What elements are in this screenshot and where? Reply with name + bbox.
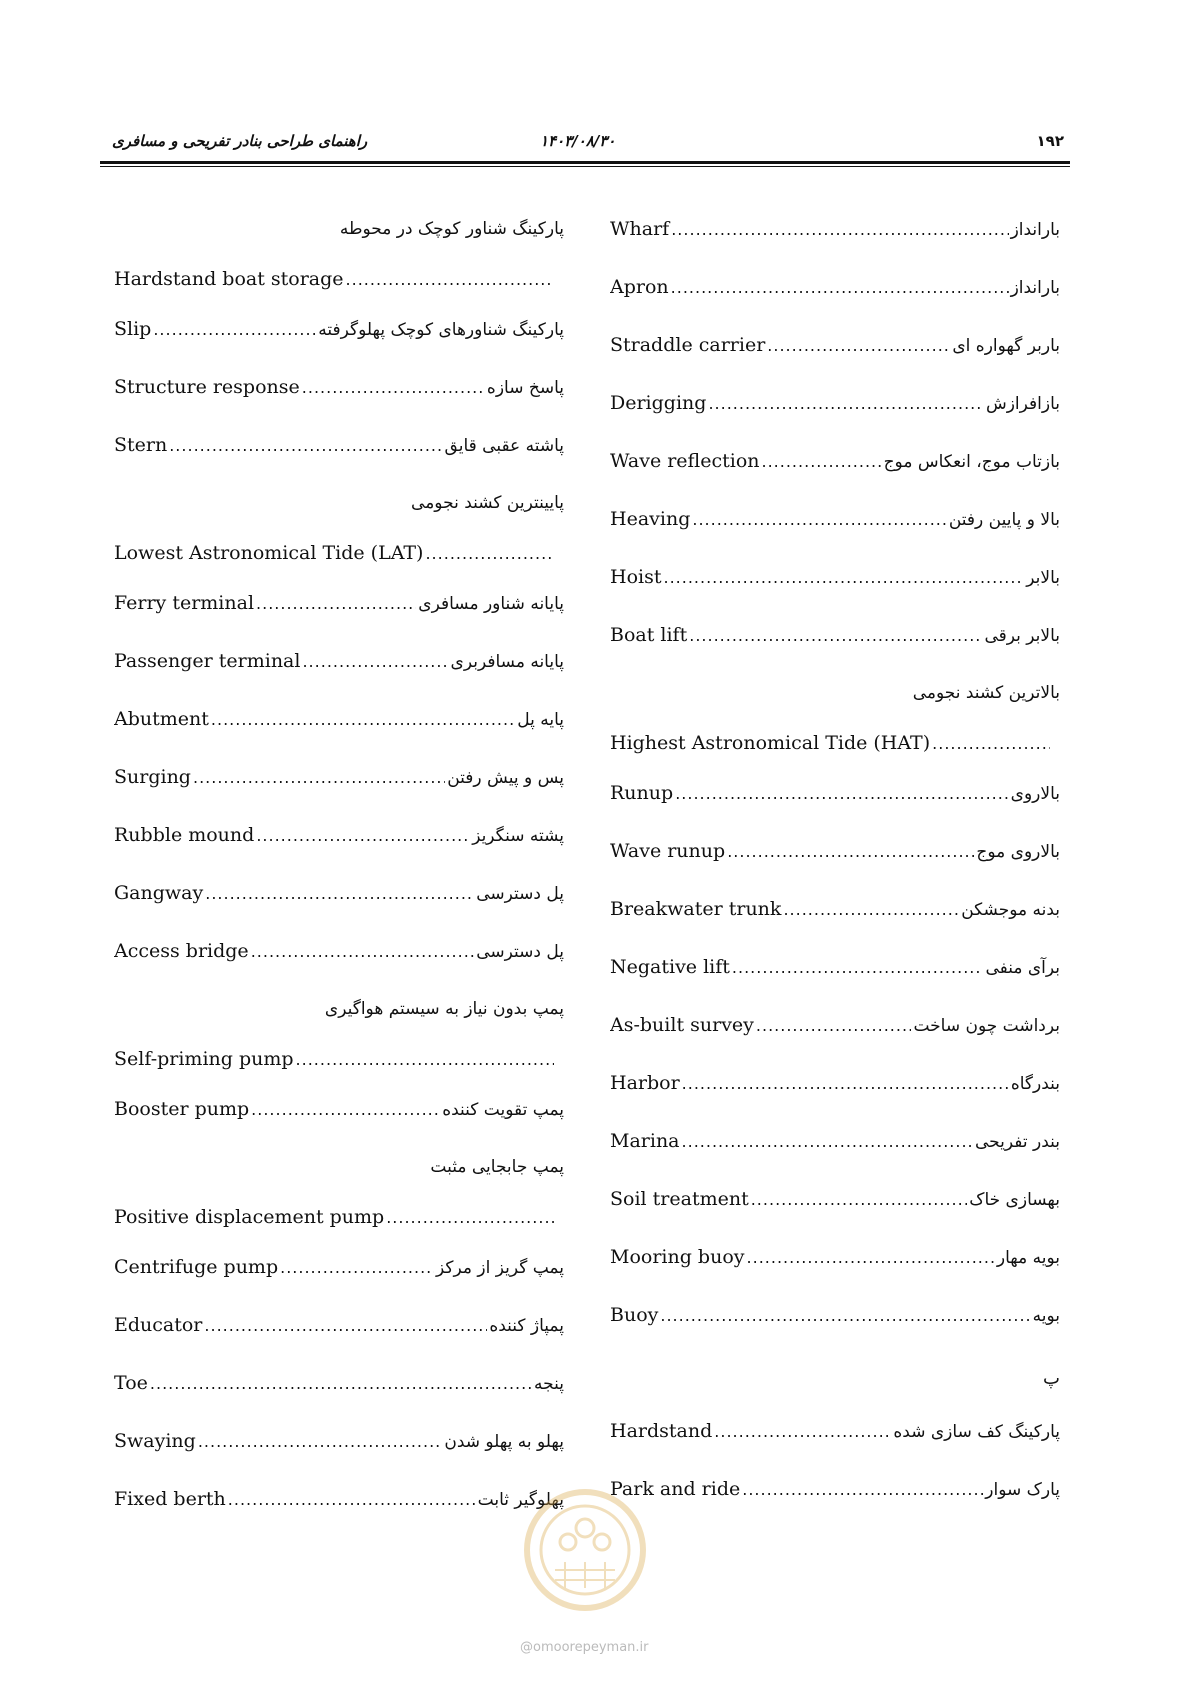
glossary-entry-english-line	[114, 262, 564, 312]
term-english: Buoy	[610, 1304, 659, 1326]
glossary-entry	[114, 1424, 564, 1482]
leader-dots	[671, 271, 1009, 305]
term-english: Straddle carrier	[610, 334, 766, 356]
term-persian: بالاروی	[1010, 784, 1060, 804]
term-persian-heading: پمپ جابجایی مثبت	[430, 1157, 564, 1177]
term-persian: بالابر برقی	[984, 626, 1060, 646]
term-english: Soil treatment	[610, 1188, 749, 1210]
leader-dots	[425, 537, 554, 571]
leader-dots	[714, 1415, 891, 1449]
term-persian: پایانه مسافربری	[450, 652, 564, 672]
term-persian: پمپاژ کننده	[489, 1316, 564, 1336]
glossary-entry	[610, 776, 1060, 834]
term-english: Wharf	[610, 218, 670, 240]
section-letter: پ	[1043, 1368, 1060, 1389]
leader-dots	[727, 835, 974, 869]
leader-dots	[205, 877, 474, 911]
term-english: Slip	[114, 318, 152, 340]
term-english: Gangway	[114, 882, 204, 904]
glossary-entry	[114, 1092, 564, 1150]
leader-dots	[751, 1183, 968, 1217]
term-persian: بهسازی خاک	[969, 1190, 1060, 1210]
term-persian: پارکینگ کف سازی شده	[893, 1422, 1060, 1442]
term-persian: پارک سوار	[985, 1480, 1060, 1500]
watermark-text: @omoorepeyman.ir	[520, 1640, 649, 1655]
term-english: Self-priming pump	[114, 1048, 294, 1070]
term-persian: پل دسترسی	[476, 942, 564, 962]
term-english: Access bridge	[114, 940, 249, 962]
term-persian-heading: پارکینگ شناور کوچک در محوطه	[339, 219, 564, 239]
leader-dots	[663, 561, 1024, 595]
term-persian: برآی منفی	[985, 958, 1060, 978]
leader-dots	[747, 1241, 995, 1275]
term-english: Stern	[114, 434, 168, 456]
glossary-entry	[610, 950, 1060, 1008]
term-english: Rubble mound	[114, 824, 255, 846]
leader-dots	[932, 727, 1050, 761]
leader-dots	[767, 329, 950, 363]
seal-logo-icon	[520, 1470, 650, 1620]
term-persian: بویه مهار	[996, 1248, 1060, 1268]
term-english: Mooring buoy	[610, 1246, 745, 1268]
term-persian: پمپ گریز از مرکز	[436, 1258, 564, 1278]
leader-dots	[153, 313, 316, 347]
header-rule-thick	[100, 161, 1070, 164]
term-persian: بندر تفریحی	[975, 1132, 1060, 1152]
term-english: Heaving	[610, 508, 691, 530]
term-english: Positive displacement pump	[114, 1206, 385, 1228]
leader-dots	[671, 213, 1008, 247]
glossary-entry	[610, 560, 1060, 618]
term-english: Wave reflection	[610, 450, 760, 472]
term-persian: پاسخ سازه	[486, 378, 564, 398]
term-english: Negative lift	[610, 956, 730, 978]
leader-dots	[204, 1309, 487, 1343]
term-persian: پاشته عقبی قایق	[444, 436, 564, 456]
term-english: Boat lift	[610, 624, 688, 646]
glossary-entry-english-line	[610, 726, 1060, 776]
leader-dots	[346, 263, 554, 297]
term-persian: پشته سنگریز	[472, 826, 564, 846]
term-persian: بندرگاه	[1010, 1074, 1060, 1094]
term-english: Swaying	[114, 1430, 196, 1452]
term-persian: بازتاب موج، انعکاس موج	[883, 452, 1060, 472]
term-english: Apron	[610, 276, 669, 298]
term-english: Educator	[114, 1314, 203, 1336]
term-persian: بارانداز	[1010, 278, 1060, 298]
leader-dots	[150, 1367, 532, 1401]
glossary-entry-english-line	[114, 1200, 564, 1250]
leader-dots	[708, 387, 984, 421]
leader-dots	[732, 951, 984, 985]
term-english: Breakwater trunk	[610, 898, 782, 920]
leader-dots	[682, 1067, 1009, 1101]
leader-dots	[660, 1299, 1030, 1333]
leader-dots	[762, 445, 882, 479]
term-english: Booster pump	[114, 1098, 250, 1120]
glossary-entry	[114, 818, 564, 876]
term-english: Centrifuge pump	[114, 1256, 279, 1278]
term-persian: پارکینگ شناورهای کوچک پهلوگرفته	[318, 320, 564, 340]
term-english: As-built survey	[610, 1014, 754, 1036]
term-english: Abutment	[114, 708, 209, 730]
term-persian: بالا و پایین رفتن	[948, 510, 1060, 530]
glossary-entry	[610, 1472, 1060, 1530]
term-persian: بالابر	[1026, 568, 1060, 588]
leader-dots	[682, 1125, 974, 1159]
glossary-entry	[114, 370, 564, 428]
glossary-column-left	[114, 212, 564, 1540]
glossary-entry	[610, 328, 1060, 386]
header-title: راهنمای طراحی بنادر تفریحی و مسافری	[112, 132, 368, 150]
term-english: Hardstand boat storage	[114, 268, 344, 290]
term-persian: پنجه	[534, 1374, 564, 1394]
glossary-entry	[610, 1124, 1060, 1182]
glossary-entry	[114, 1482, 564, 1540]
term-persian: بویه	[1032, 1306, 1060, 1326]
glossary-entry	[610, 1066, 1060, 1124]
leader-dots	[169, 429, 442, 463]
term-persian: پس و پیش رفتن	[447, 768, 564, 788]
leader-dots	[302, 645, 448, 679]
leader-dots	[193, 761, 445, 795]
leader-dots	[386, 1201, 554, 1235]
glossary-entry	[114, 934, 564, 992]
term-english: Lowest Astronomical Tide (LAT)	[114, 542, 424, 564]
term-english: Harbor	[610, 1072, 680, 1094]
term-persian: پهلو به پهلو شدن	[444, 1432, 564, 1452]
glossary-entry	[610, 444, 1060, 502]
term-persian: پمپ تقویت کننده	[442, 1100, 564, 1120]
glossary-entry	[114, 1308, 564, 1366]
glossary-entry	[114, 702, 564, 760]
glossary-entry	[114, 876, 564, 934]
term-persian: بدنه موجشکن	[961, 900, 1060, 920]
term-english: Hoist	[610, 566, 662, 588]
page-header	[100, 128, 1070, 158]
term-persian: پهلوگیر ثابت	[477, 1490, 564, 1510]
term-english: Highest Astronomical Tide (HAT)	[610, 732, 931, 754]
leader-dots	[756, 1009, 912, 1043]
term-english: Toe	[114, 1372, 148, 1394]
term-persian: بازافرازش	[985, 394, 1060, 414]
leader-dots	[256, 587, 416, 621]
term-persian-heading: پمپ بدون نیاز به سیستم هواگیری	[324, 999, 564, 1019]
glossary-entry	[610, 1008, 1060, 1066]
leader-dots	[692, 503, 946, 537]
term-english: Runup	[610, 782, 674, 804]
term-english: Marina	[610, 1130, 680, 1152]
leader-dots	[296, 1043, 554, 1077]
leader-dots	[256, 819, 470, 853]
leader-dots	[251, 935, 475, 969]
glossary-entry-english-line	[114, 1042, 564, 1092]
glossary-entry	[610, 212, 1060, 270]
leader-dots	[783, 893, 959, 927]
leader-dots	[228, 1483, 476, 1517]
header-date: ۱۴۰۳/۰۸/۳۰	[540, 132, 616, 150]
term-persian: پل دسترسی	[476, 884, 564, 904]
term-english: Surging	[114, 766, 191, 788]
leader-dots	[198, 1425, 443, 1459]
term-english: Ferry terminal	[114, 592, 255, 614]
term-persian: باربر گهواره ای	[952, 336, 1060, 356]
glossary-entry	[610, 1414, 1060, 1472]
glossary-column-right	[610, 212, 1060, 1530]
term-persian: پایه پل	[517, 710, 564, 730]
glossary-entry	[114, 428, 564, 486]
glossary-entry	[610, 386, 1060, 444]
leader-dots	[675, 777, 1008, 811]
term-english: Hardstand	[610, 1420, 713, 1442]
glossary-entry	[610, 270, 1060, 328]
leader-dots	[742, 1473, 983, 1507]
glossary-entry	[610, 1182, 1060, 1240]
glossary-entry	[610, 618, 1060, 676]
glossary-entry	[114, 644, 564, 702]
term-persian-heading: بالاترین کشند نجومی	[912, 683, 1060, 703]
glossary-entry	[610, 1240, 1060, 1298]
glossary-entry	[114, 312, 564, 370]
header-rule-thin	[100, 166, 1070, 167]
term-english: Wave runup	[610, 840, 726, 862]
glossary-entry	[610, 1298, 1060, 1356]
term-persian: پایانه شناور مسافری	[418, 594, 564, 614]
term-english: Park and ride	[610, 1478, 741, 1500]
glossary-entry	[114, 1250, 564, 1308]
term-persian-heading: پایینترین کشند نجومی	[411, 493, 564, 513]
glossary-entry	[610, 892, 1060, 950]
leader-dots	[211, 703, 515, 737]
leader-dots	[251, 1093, 440, 1127]
term-english: Fixed berth	[114, 1488, 226, 1510]
term-persian: برداشت چون ساخت	[913, 1016, 1060, 1036]
glossary-entry	[610, 834, 1060, 892]
term-persian: بارانداز	[1010, 220, 1060, 240]
term-english: Derigging	[610, 392, 707, 414]
term-persian: بالاروی موج	[976, 842, 1060, 862]
term-english: Passenger terminal	[114, 650, 301, 672]
page-number: ۱۹۲	[1036, 132, 1064, 150]
glossary-entry-english-line	[114, 536, 564, 586]
glossary-entry	[114, 760, 564, 818]
glossary-entry	[114, 1366, 564, 1424]
leader-dots	[302, 371, 485, 405]
leader-dots	[280, 1251, 434, 1285]
term-english: Structure response	[114, 376, 300, 398]
glossary-entry	[114, 586, 564, 644]
glossary-entry	[610, 502, 1060, 560]
leader-dots	[689, 619, 982, 653]
